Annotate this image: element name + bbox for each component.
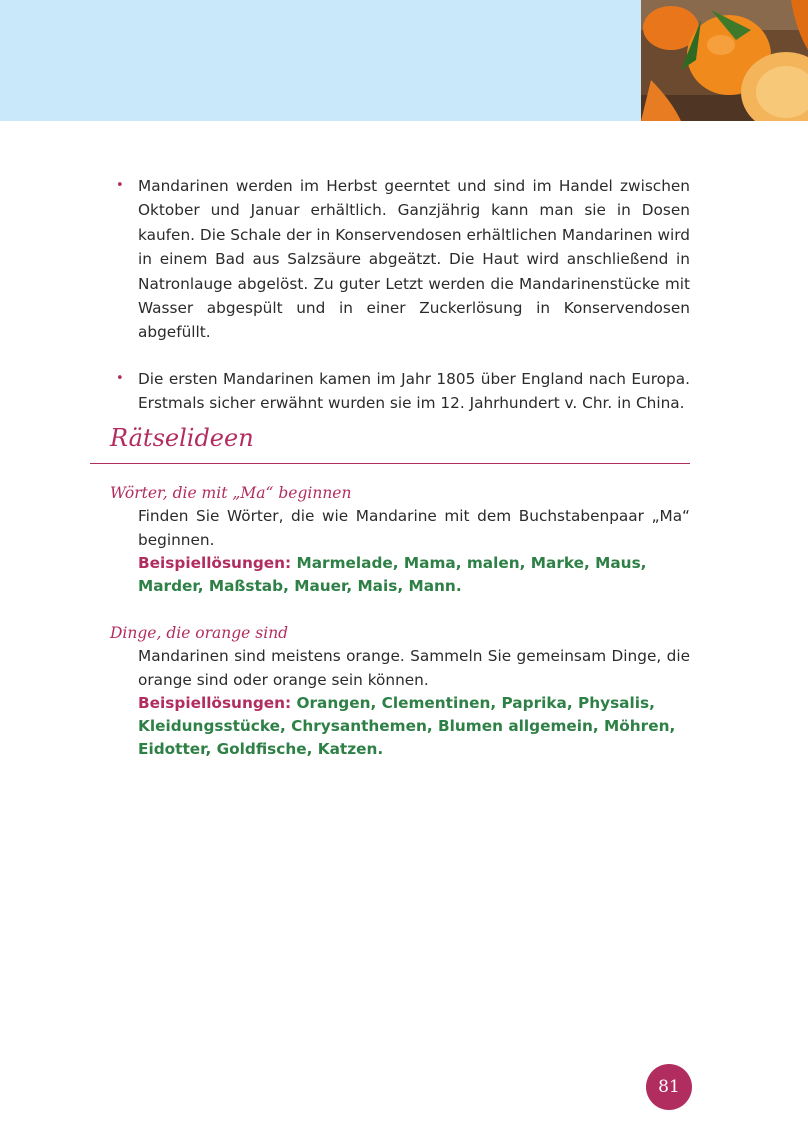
bullet-dot-icon: • bbox=[116, 178, 124, 193]
mandarin-photo bbox=[641, 0, 808, 121]
puzzle-solutions bbox=[110, 692, 690, 761]
puzzle-title: Dinge, die orange sind bbox=[110, 624, 289, 642]
puzzle-block bbox=[110, 622, 690, 761]
section-divider bbox=[90, 463, 690, 464]
bullet-dot-icon: • bbox=[116, 370, 124, 386]
puzzle-body: Mandarinen sind meistens orange. Sammeln Sie gemeinsam Dinge, die orange sind oder orange sein können. bbox=[138, 647, 690, 689]
section-title: Rätselideen bbox=[110, 424, 254, 452]
puzzle-block bbox=[110, 482, 690, 598]
puzzle-solutions bbox=[110, 552, 690, 598]
puzzle-title: Wörter, die mit „Ma“ beginnen bbox=[110, 484, 352, 502]
solution-label: Beispiellösungen: bbox=[138, 554, 292, 572]
fact-bullets bbox=[110, 174, 690, 416]
bullet-item bbox=[110, 367, 690, 416]
puzzle-body: Finden Sie Wörter, die wie Mandarine mit dem Buchstabenpaar „Ma“ beginnen. bbox=[138, 507, 690, 549]
bullet-text: Mandarinen werden im Herbst geerntet und sind im Handel zwischen Oktober und Januar erhältlich. Ganzjährig kann man sie in Dosen kaufen. Die Schale der in Konservendosen erhältlichen Mandarinen wird in einem Bad aus Salzsäure abgeätzt. Die Haut wird anschließend in Natronlauge abgelöst. Zu guter Letzt werden die Mandarinenstücke mit Wasser abgespült und in einer Zuckerlösung in Konservendosen abgefüllt. bbox=[138, 177, 690, 342]
mandarin-illustration bbox=[641, 0, 808, 121]
bullet-text: Die ersten Mandarinen kamen im Jahr 1805 über England nach Europa. Erstmals sicher erwähnt wurden sie im 12. Jahrhundert v. Chr. in China. bbox=[138, 369, 690, 413]
solution-text: Orangen, Clementinen, Paprika, Physalis, Kleidungsstücke, Chrysanthemen, Blumen allgemein, Möhren, Eidotter, Goldfische, Katzen. bbox=[138, 694, 676, 758]
header-band bbox=[0, 0, 641, 121]
page-number: 81 bbox=[646, 1064, 692, 1110]
solution-text: Marmelade, Mama, malen, Marke, Maus, Marder, Maßstab, Mauer, Mais, Mann. bbox=[138, 554, 647, 595]
bullet-item bbox=[110, 174, 690, 345]
solution-label: Beispiellösungen: bbox=[138, 694, 292, 712]
